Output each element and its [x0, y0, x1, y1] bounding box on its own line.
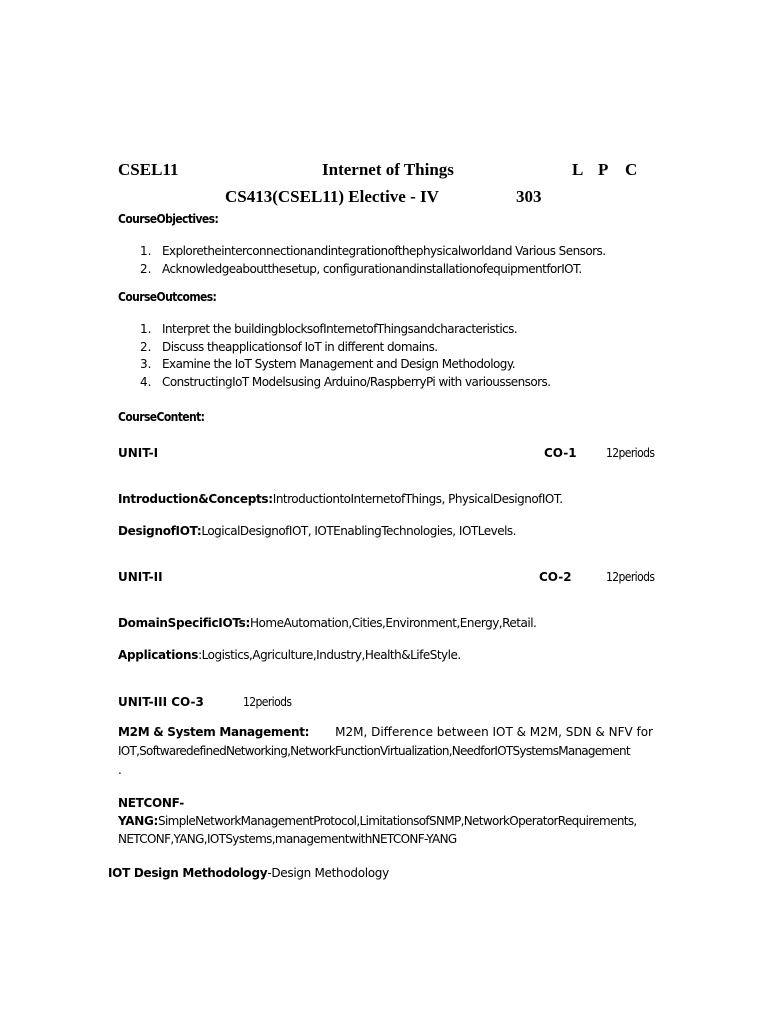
m2m-line-1: [118, 723, 653, 742]
unit-1-intro-paragraph: [118, 490, 653, 509]
outcomes-heading: CourseOutcomes:: [118, 290, 217, 304]
list-text: ConstructingIoT Modelsusing Arduino/RaspberryPi with varioussensors.: [162, 374, 551, 389]
unit-3-netconf-paragraph: [118, 794, 653, 848]
unit-1-label: UNIT-I: [118, 446, 159, 460]
ltp-label-c: C: [625, 160, 638, 179]
ltp-values: 303: [516, 187, 542, 206]
list-text: Discuss theapplicationsof IoT in different domains.: [162, 339, 438, 354]
unit-2-label: UNIT-II: [118, 570, 163, 584]
list-text: Exploretheinterconnectionandintegrationofthephysicalworldand Various Sensors.: [162, 244, 606, 258]
list-text: Examine the IoT System Management and Design Methodology.: [162, 357, 515, 371]
unit-3-m2m-line2: IOT,SoftwaredefinedNetworking,NetworkFunctionVirtualization,NeedforIOTSystemsManagement: [118, 744, 630, 758]
unit-2-domain-bold: DomainSpecificIOTs:: [118, 616, 251, 630]
unit-3-label: UNIT-III CO-3: [118, 695, 204, 709]
unit-3-m2m-paragraph: [118, 723, 653, 780]
unit-1-design-bold: DesignofIOT:: [118, 524, 202, 538]
unit-3-netconf-line2: NETCONF,YANG,IOTSystems,managementwithNETCONF-YANG: [118, 832, 457, 846]
unit-3-m2m-line1: M2M, Difference between IOT & M2M, SDN & NFV for: [335, 725, 653, 739]
list-text: Interpret the buildingblocksofInternetofThingsandcharacteristics.: [162, 322, 518, 336]
unit-3-design-methodology: [108, 866, 389, 880]
content-heading: CourseContent:: [118, 410, 205, 424]
list-number: 2.: [140, 261, 152, 276]
unit-2-applications-paragraph: [118, 646, 653, 665]
unit-1-design-text: LogicalDesignofIOT, IOTEnablingTechnologies, IOTLevels.: [201, 524, 516, 538]
unit-3-periods: 12periods: [243, 695, 292, 709]
course-code: CSEL11: [118, 160, 179, 179]
unit-1-co: CO-1: [544, 446, 577, 460]
unit-2-domain-text: HomeAutomation,Cities,Environment,Energy,Retail.: [250, 616, 537, 630]
objectives-heading: CourseObjectives:: [118, 212, 219, 226]
list-number: 1.: [140, 244, 152, 258]
unit-3-netconf-bold-1: NETCONF-: [118, 796, 184, 810]
list-number: 1.: [140, 322, 152, 336]
unit-2-domain-paragraph: [118, 614, 653, 633]
list-number: 2.: [140, 339, 152, 354]
ltp-label-l: L: [572, 160, 584, 179]
unit-3-design-bold: IOT Design Methodology: [108, 866, 268, 880]
list-number: 4.: [140, 374, 152, 389]
unit-3-design-text: -Design Methodology: [267, 866, 389, 880]
course-title: Internet of Things: [322, 160, 454, 179]
unit-1-intro-bold: Introduction&Concepts:: [118, 492, 273, 506]
unit-3-netconf-line1: SimpleNetworkManagementProtocol,LimitationsofSNMP,NetworkOperatorRequirements,: [158, 814, 637, 828]
unit-2-applications-text: :Logistics,Agriculture,Industry,Health&LifeStyle.: [198, 648, 461, 662]
unit-3-m2m-line3: .: [118, 763, 122, 777]
unit-1-periods: 12periods: [606, 446, 655, 460]
list-number: 3.: [140, 357, 152, 371]
course-subtitle: CS413(CSEL11) Elective - IV: [225, 187, 439, 206]
list-text: Acknowledgeaboutthesetup, configurationandinstallationofequipmentforIOT.: [162, 261, 582, 276]
unit-2-co: CO-2: [539, 570, 572, 584]
unit-3-netconf-bold-2: YANG:: [118, 814, 159, 828]
unit-2-periods: 12periods: [606, 570, 655, 584]
ltp-label-p: P: [598, 160, 609, 179]
unit-2-applications-bold: Applications: [118, 648, 199, 662]
unit-1-intro-text: IntroductiontoInternetofThings, PhysicalDesignofIOT.: [272, 492, 563, 506]
unit-1-design-paragraph: [118, 522, 653, 541]
unit-3-m2m-bold: M2M & System Management:: [118, 725, 310, 739]
